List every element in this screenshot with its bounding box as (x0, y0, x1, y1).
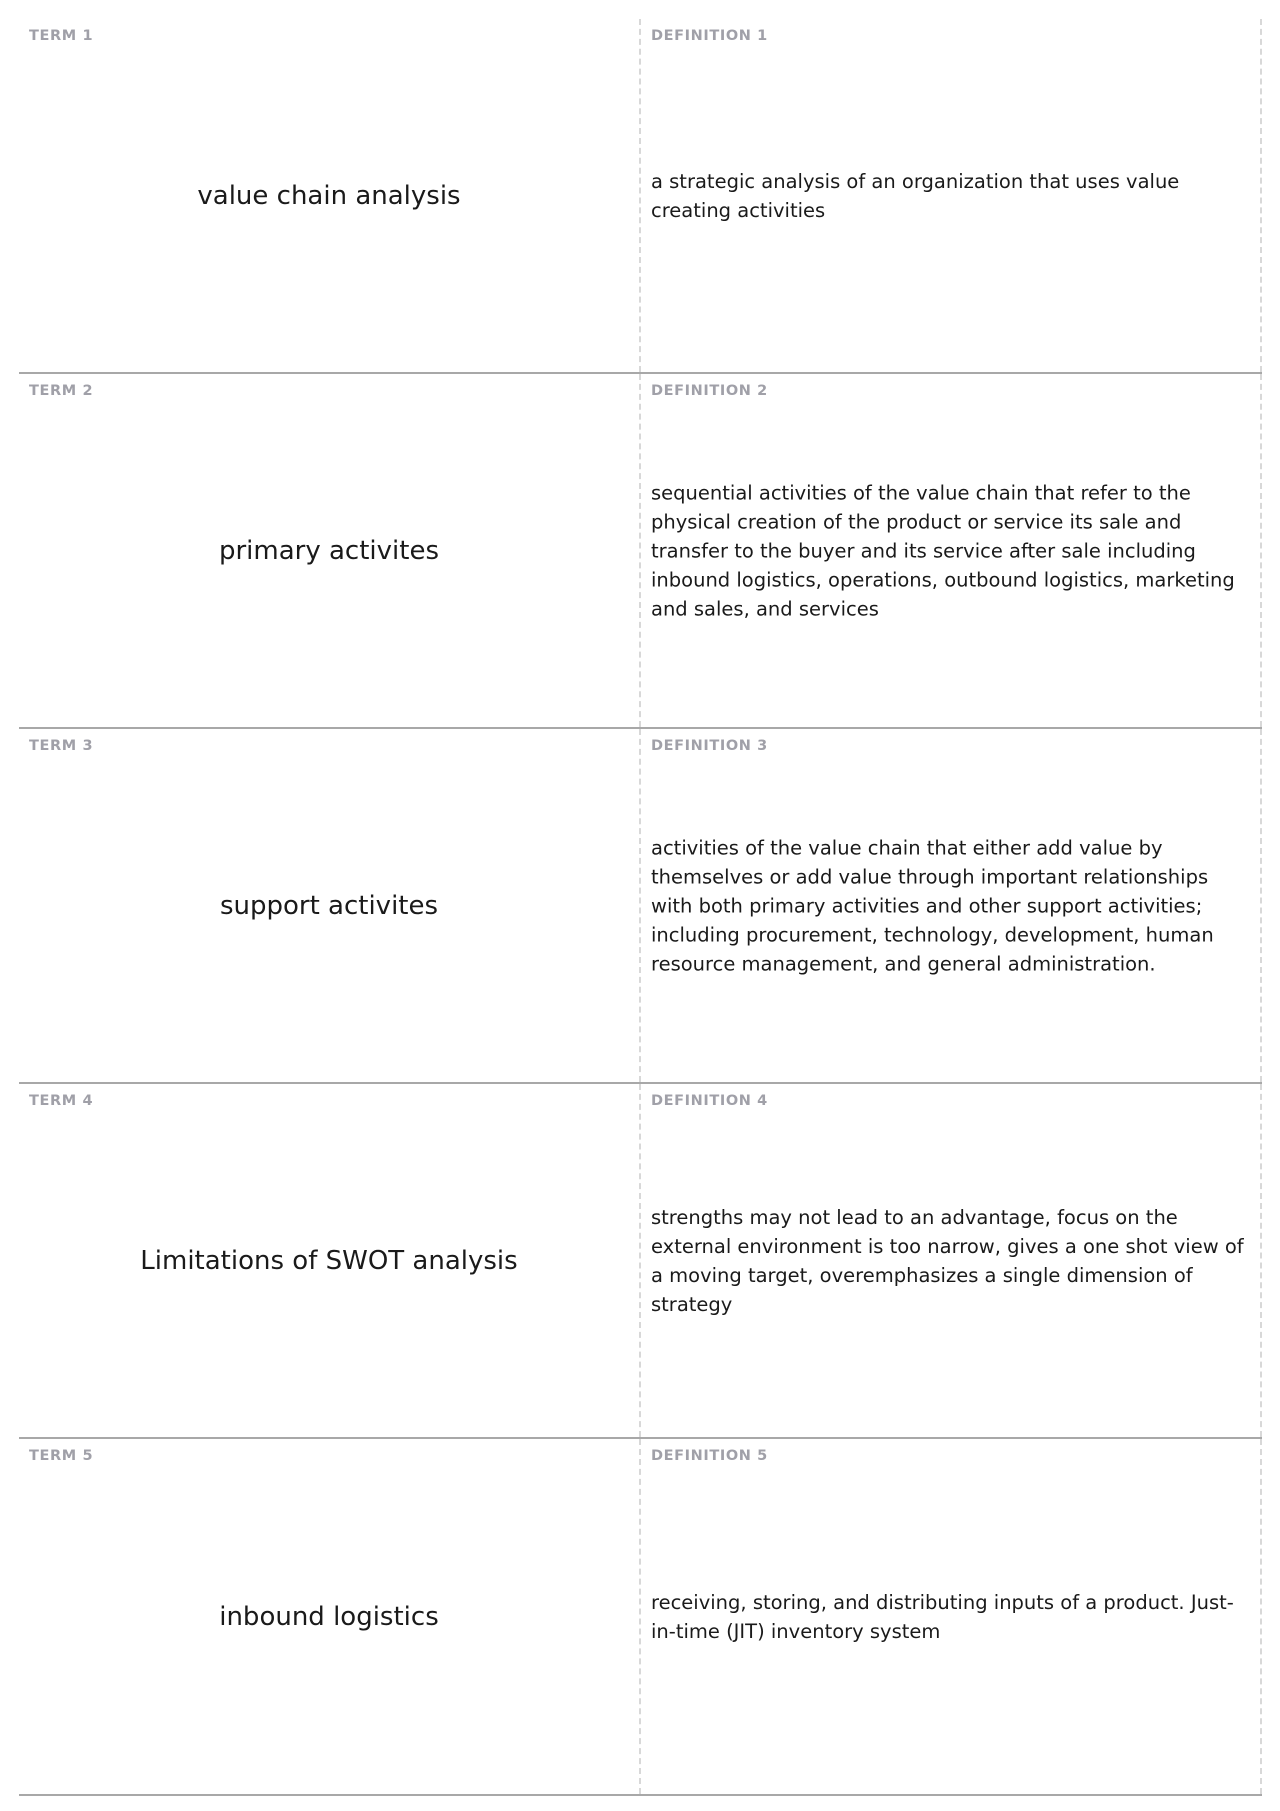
definition-side (641, 729, 1262, 1082)
term-text: value chain analysis (197, 180, 461, 211)
term-text: primary activites (218, 535, 439, 566)
definition-text: a strategic analysis of an organization that uses value creating activities (651, 169, 1180, 222)
term-side (19, 729, 641, 1082)
definition-text: strengths may not lead to an advantage, focus on the external environment is too narrow, gives a one shot view of a moving target, overemphasizes a single dimension of strategy (651, 1205, 1244, 1316)
definition-label: DEFINITION 5 (651, 1448, 768, 1464)
term-side (19, 1439, 641, 1794)
definition-label: DEFINITION 3 (651, 738, 768, 754)
flashcard (19, 19, 1262, 374)
term-text: support activites (219, 890, 439, 921)
flashcard-sheet (19, 19, 1262, 1796)
term-text: Limitations of SWOT analysis (140, 1245, 518, 1276)
term-side (19, 1084, 641, 1437)
definition-label: DEFINITION 2 (651, 383, 768, 399)
term-label: TERM 4 (29, 1093, 94, 1109)
definition-text: activities of the value chain that either add value by themselves or add value through important relationships with both primary activities and other support activities; including procurement, technology, development, human resource management, and general administration. (651, 836, 1214, 975)
term-label: TERM 2 (29, 383, 94, 399)
definition-text: receiving, storing, and distributing inputs of a product. Just-in-time (JIT) inventory system (651, 1590, 1234, 1643)
term-label: TERM 1 (29, 28, 94, 44)
definition-label: DEFINITION 4 (651, 1093, 768, 1109)
flashcard (19, 1084, 1262, 1439)
definition-side (641, 374, 1262, 727)
definition-side (641, 1084, 1262, 1437)
term-label: TERM 5 (29, 1448, 94, 1464)
flashcard (19, 1439, 1262, 1796)
flashcard (19, 729, 1262, 1084)
flashcard (19, 374, 1262, 729)
term-text: inbound logistics (219, 1601, 439, 1632)
term-side (19, 374, 641, 727)
definition-side (641, 19, 1262, 372)
definition-label: DEFINITION 1 (651, 28, 768, 44)
term-label: TERM 3 (29, 738, 94, 754)
definition-text: sequential activities of the value chain that refer to the physical creation of the product or service its sale and transfer to the buyer and its service after sale including inbound logistics, operations, outbound logistics, marketing and sales, and services (651, 481, 1235, 620)
definition-side (641, 1439, 1262, 1794)
term-side (19, 19, 641, 372)
